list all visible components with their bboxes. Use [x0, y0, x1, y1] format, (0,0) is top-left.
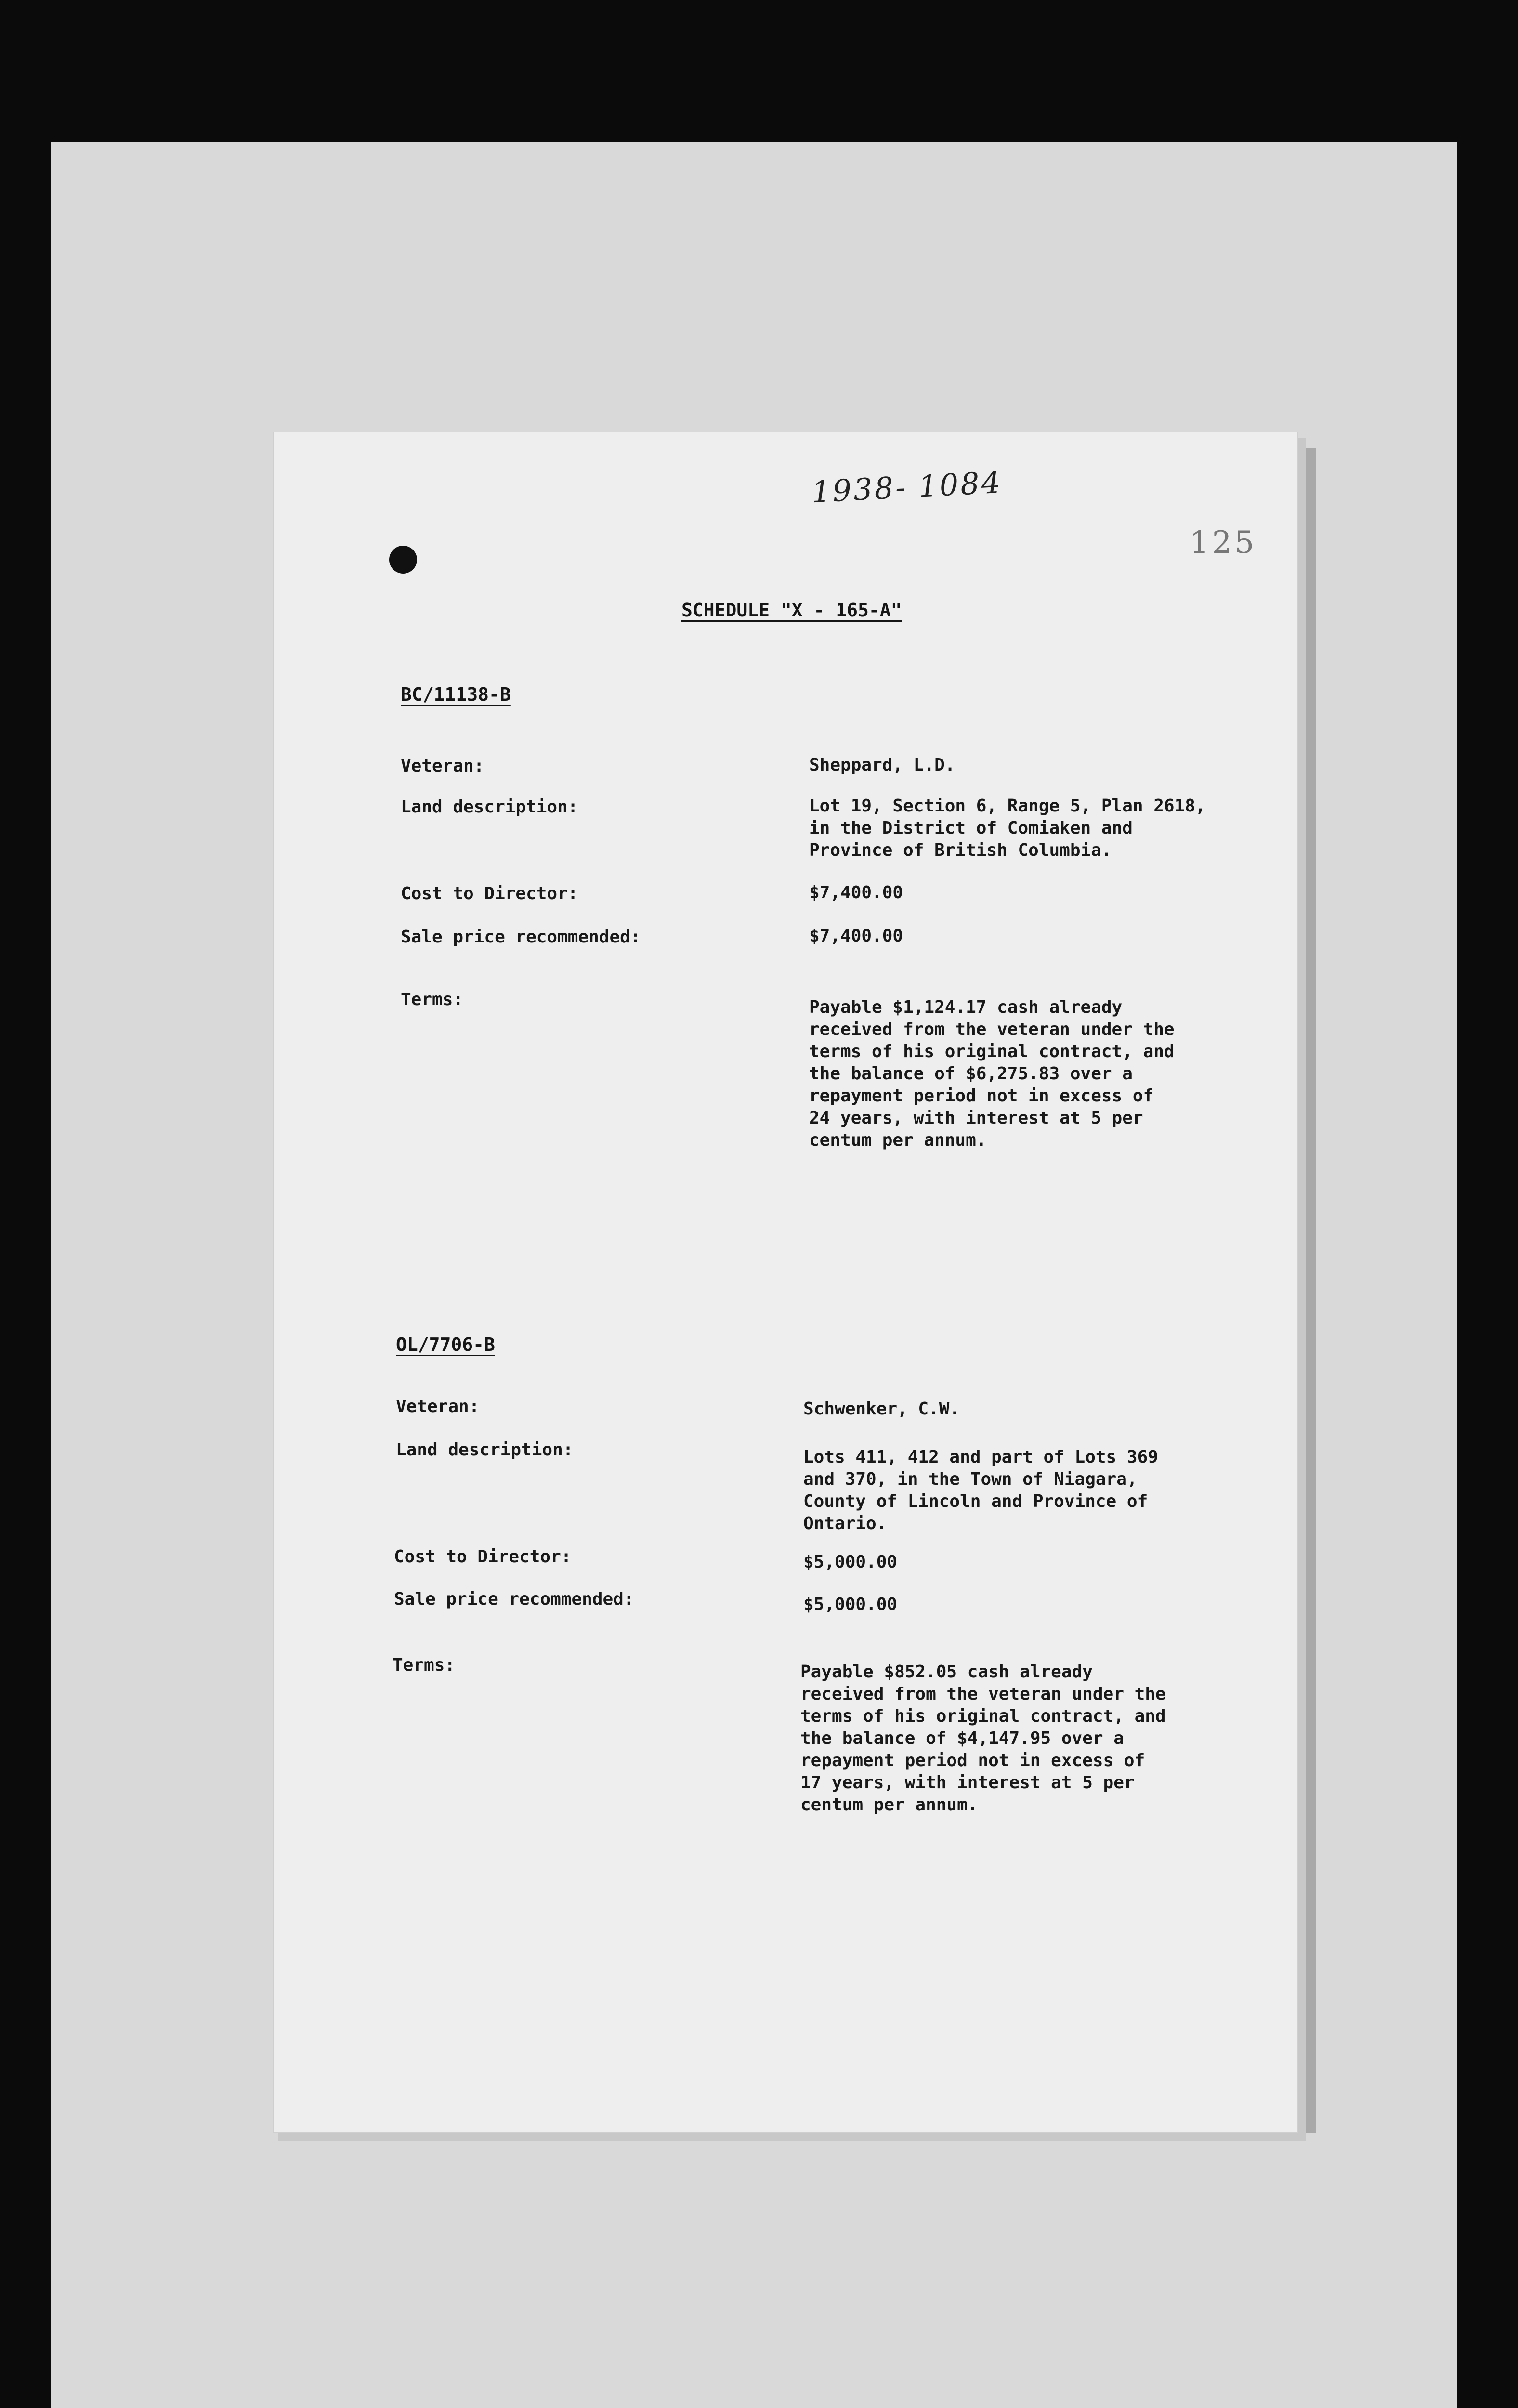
terms-value: Payable $1,124.17 cash already received from the veteran under the terms of his original contract, and the balance of $6,275.83 over a repayment period not in excess of 24 years, with interest at 5 per centum per annum.: [809, 997, 1175, 1150]
sale-price-value: $5,000.00: [803, 1595, 898, 1614]
page-number: 125: [1190, 525, 1257, 561]
land-description-label: Land description:: [401, 797, 578, 817]
entry-file-id: BC/11138-B: [401, 684, 511, 705]
sale-price-label: Sale price recommended:: [394, 1589, 634, 1609]
land-description-value: Lots 411, 412 and part of Lots 369 and 370, in the Town of Niagara, County of Lincoln and Province of Ontario.: [803, 1447, 1158, 1533]
cost-label: Cost to Director:: [394, 1547, 572, 1567]
cost-value: $5,000.00: [803, 1552, 898, 1572]
land-description-label: Land description:: [396, 1440, 574, 1460]
cost-label: Cost to Director:: [401, 884, 578, 903]
handwritten-note: 1938- 1084: [811, 464, 1003, 510]
veteran-label: Veteran:: [401, 756, 484, 776]
terms-label: Terms:: [393, 1655, 456, 1675]
sale-price-label: Sale price recommended:: [401, 927, 641, 947]
entry-file-id: OL/7706-B: [396, 1334, 495, 1355]
punch-hole: [389, 546, 417, 574]
schedule-title: SCHEDULE "X - 165-A": [681, 600, 902, 621]
sale-price-value: $7,400.00: [809, 926, 903, 946]
veteran-value: Schwenker, C.W.: [803, 1399, 960, 1419]
veteran-label: Veteran:: [396, 1397, 480, 1416]
veteran-value: Sheppard, L.D.: [809, 755, 955, 775]
land-description-value: Lot 19, Section 6, Range 5, Plan 2618, in the District of Comiaken and Province of British Columbia.: [809, 796, 1206, 860]
terms-value: Payable $852.05 cash already received from the veteran under the terms of his original contract, and the balance of $4,147.95 over a repayment period not in excess of 17 years, with interest at 5 per centum per annum.: [800, 1662, 1166, 1815]
page-shadow: [1297, 448, 1316, 2133]
terms-label: Terms:: [401, 990, 464, 1009]
cost-value: $7,400.00: [809, 883, 903, 903]
